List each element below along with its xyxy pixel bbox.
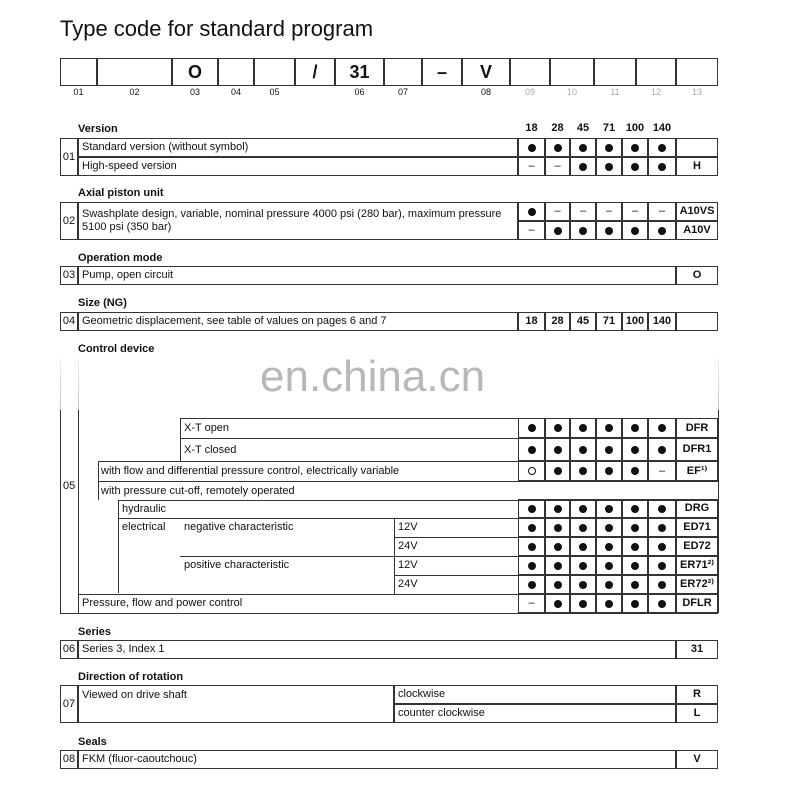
section-number: 04 (60, 312, 78, 331)
code-box (510, 58, 550, 86)
mark-cell (570, 556, 596, 575)
mark-cell (596, 438, 622, 461)
filled-dot-icon (528, 505, 536, 513)
code-cell: ER72²⁾ (676, 575, 718, 594)
code-position-number: 07 (397, 87, 408, 97)
mark-cell (596, 418, 622, 438)
mark-cell (570, 438, 596, 461)
page-title: Type code for standard program (60, 16, 374, 41)
mark-cell (622, 556, 648, 575)
counter-clockwise-label: counter clockwise (394, 704, 676, 723)
code-cell: A10VS (676, 202, 718, 221)
mark-cell: – (648, 202, 676, 221)
filled-dot-icon (631, 163, 639, 171)
filled-dot-icon (579, 562, 587, 570)
watermark: en.china.cn (260, 352, 486, 401)
mark-cell (622, 594, 648, 613)
operation-label: Pump, open circuit (78, 266, 676, 285)
mark-cell (545, 556, 570, 575)
mark-cell (622, 575, 648, 594)
filled-dot-icon (631, 581, 639, 589)
pos-24v: 24V (398, 578, 418, 590)
filled-dot-icon (631, 424, 639, 432)
code-box (218, 58, 254, 86)
code-box: – (422, 58, 462, 86)
mark-cell (596, 537, 622, 556)
neg-24v: 24V (398, 540, 418, 552)
mark-cell (518, 418, 545, 438)
mark-cell (622, 418, 648, 438)
mark-cell: – (518, 594, 545, 613)
filled-dot-icon (579, 163, 587, 171)
code-position-number: 13 (691, 87, 702, 97)
mark-cell (518, 138, 545, 157)
section-number: 07 (60, 685, 78, 723)
xt-closed-label: X-T closed (184, 444, 237, 456)
filled-dot-icon (605, 227, 613, 235)
mark-cell (545, 221, 570, 240)
filled-dot-icon (658, 562, 666, 570)
counter-clockwise-code: L (676, 704, 718, 723)
code-cell: DFR1 (676, 438, 718, 461)
code-position-number: 11 (610, 87, 620, 97)
series-label: Series 3, Index 1 (78, 640, 676, 659)
code-position-number: 08 (480, 87, 491, 97)
mark-cell: – (622, 202, 648, 221)
code-cell (676, 138, 718, 157)
mark-cell (648, 157, 676, 176)
section-number: 06 (60, 640, 78, 659)
filled-dot-icon (528, 524, 536, 532)
mark-cell (518, 575, 545, 594)
section-number: 03 (60, 266, 78, 285)
filled-dot-icon (579, 446, 587, 454)
mark-cell (648, 518, 676, 537)
filled-dot-icon (554, 144, 562, 152)
size-column-label: 28 (551, 122, 564, 134)
mark-cell (570, 138, 596, 157)
filled-dot-icon (631, 524, 639, 532)
size-column-label: 45 (576, 122, 590, 134)
filled-dot-icon (554, 467, 562, 475)
mark-cell (648, 138, 676, 157)
filled-dot-icon (579, 424, 587, 432)
mark-cell (596, 461, 622, 481)
control-heading: Control device (78, 343, 155, 355)
code-box (636, 58, 676, 86)
mark-cell (545, 461, 570, 481)
mark-cell (570, 461, 596, 481)
size-value-cell: 140 (648, 312, 676, 331)
code-position-number: 10 (566, 87, 577, 97)
rotation-heading: Direction of rotation (78, 671, 184, 683)
mark-cell (648, 537, 676, 556)
mark-cell (596, 594, 622, 613)
code-cell: ED72 (676, 537, 718, 556)
neg-12v: 12V (398, 521, 418, 533)
mark-cell (622, 221, 648, 240)
code-position-number: 06 (354, 87, 365, 97)
filled-dot-icon (579, 144, 587, 152)
size-heading: Size (NG) (78, 297, 127, 309)
code-position-number: 02 (129, 87, 140, 97)
filled-dot-icon (579, 227, 587, 235)
filled-dot-icon (579, 467, 587, 475)
section-number: 01 (60, 138, 78, 176)
filled-dot-icon (605, 505, 613, 513)
mark-cell (545, 499, 570, 518)
filled-dot-icon (528, 446, 536, 454)
mark-cell (596, 221, 622, 240)
mark-cell: – (648, 461, 676, 481)
filled-dot-icon (631, 467, 639, 475)
version-highspeed-label: High-speed version (78, 157, 518, 176)
filled-dot-icon (554, 600, 562, 608)
mark-cell (596, 138, 622, 157)
code-box: 31 (335, 58, 384, 86)
mark-cell (570, 594, 596, 613)
mark-cell (545, 138, 570, 157)
mark-cell (570, 575, 596, 594)
code-box (594, 58, 636, 86)
open-circle-icon (528, 467, 536, 475)
filled-dot-icon (554, 524, 562, 532)
mark-cell (570, 418, 596, 438)
operation-code: O (676, 266, 718, 285)
mark-cell (648, 594, 676, 613)
series-code: 31 (676, 640, 718, 659)
size-value-cell: 18 (518, 312, 545, 331)
mark-cell: – (570, 202, 596, 221)
code-position-number: 03 (189, 87, 200, 97)
mark-cell (545, 575, 570, 594)
filled-dot-icon (579, 543, 587, 551)
mark-cell (518, 537, 545, 556)
pfp-label: Pressure, flow and power control (82, 597, 243, 609)
mark-cell: – (518, 221, 545, 240)
size-column-label: 140 (652, 122, 672, 134)
size-empty-cell (676, 312, 718, 331)
seals-heading: Seals (78, 736, 107, 748)
clockwise-label: clockwise (394, 685, 676, 704)
filled-dot-icon (579, 524, 587, 532)
mark-cell (570, 157, 596, 176)
filled-dot-icon (528, 208, 536, 216)
filled-dot-icon (528, 543, 536, 551)
code-cell: H (676, 157, 718, 176)
size-column-label: 100 (625, 122, 645, 134)
mark-cell (622, 461, 648, 481)
mark-cell (622, 438, 648, 461)
code-box (676, 58, 718, 86)
mark-cell (622, 138, 648, 157)
mark-cell (596, 518, 622, 537)
code-cell: DFLR (676, 594, 718, 613)
filled-dot-icon (605, 424, 613, 432)
code-cell: ED71 (676, 518, 718, 537)
filled-dot-icon (631, 505, 639, 513)
size-column-label: 71 (602, 122, 616, 134)
filled-dot-icon (554, 227, 562, 235)
size-value-cell: 71 (596, 312, 622, 331)
section-number: 08 (60, 750, 78, 769)
version-heading: Version (78, 123, 118, 135)
code-position-number: 01 (73, 87, 84, 97)
filled-dot-icon (631, 562, 639, 570)
code-box (97, 58, 172, 86)
filled-dot-icon (658, 163, 666, 171)
code-box (254, 58, 295, 86)
mark-cell: – (545, 157, 570, 176)
filled-dot-icon (554, 581, 562, 589)
filled-dot-icon (554, 543, 562, 551)
cutoff-label: with pressure cut-off, remotely operated (101, 485, 295, 497)
filled-dot-icon (579, 600, 587, 608)
code-position-number: 05 (269, 87, 280, 97)
filled-dot-icon (658, 424, 666, 432)
code-box: V (462, 58, 510, 86)
mark-cell (648, 221, 676, 240)
section-number: 05 (63, 480, 76, 492)
filled-dot-icon (605, 600, 613, 608)
filled-dot-icon (605, 144, 613, 152)
filled-dot-icon (579, 505, 587, 513)
operation-heading: Operation mode (78, 252, 163, 264)
mark-cell: – (545, 202, 570, 221)
mark-cell (545, 594, 570, 613)
positive-char-label: positive characteristic (184, 559, 290, 571)
filled-dot-icon (658, 505, 666, 513)
mark-cell (518, 518, 545, 537)
version-standard-label: Standard version (without symbol) (78, 138, 518, 157)
filled-dot-icon (658, 446, 666, 454)
filled-dot-icon (658, 581, 666, 589)
code-position-number: 12 (650, 87, 661, 97)
code-cell: EF¹⁾ (676, 461, 718, 481)
mark-cell (545, 518, 570, 537)
code-box (384, 58, 422, 86)
filled-dot-icon (554, 446, 562, 454)
axial-label: Swashplate design, variable, nominal pressure 4000 psi (280 bar), maximum pressure 5100 psi (350 bar) (78, 202, 518, 240)
filled-dot-icon (579, 581, 587, 589)
filled-dot-icon (605, 543, 613, 551)
filled-dot-icon (605, 524, 613, 532)
mark-cell (570, 499, 596, 518)
xt-open-label: X-T open (184, 422, 230, 434)
seals-label: FKM (fluor-caoutchouc) (78, 750, 676, 769)
axial-heading: Axial piston unit (78, 187, 164, 199)
mark-cell (648, 499, 676, 518)
mark-cell (648, 556, 676, 575)
code-box (60, 58, 97, 86)
mark-cell (570, 221, 596, 240)
clockwise-code: R (676, 685, 718, 704)
size-label: Geometric displacement, see table of values on pages 6 and 7 (78, 312, 518, 331)
seals-code: V (676, 750, 718, 769)
pos-12v: 12V (398, 559, 418, 571)
mark-cell (596, 157, 622, 176)
filled-dot-icon (658, 144, 666, 152)
code-cell: A10V (676, 221, 718, 240)
mark-cell (622, 518, 648, 537)
mark-cell (545, 537, 570, 556)
code-box (550, 58, 594, 86)
flow-diff-label: with flow and differential pressure control, electrically variable (101, 465, 400, 477)
filled-dot-icon (554, 505, 562, 513)
size-column-label: 18 (525, 122, 538, 134)
mark-cell (518, 461, 545, 481)
mark-cell (596, 556, 622, 575)
filled-dot-icon (658, 524, 666, 532)
mark-cell (570, 518, 596, 537)
mark-cell (545, 418, 570, 438)
series-heading: Series (78, 626, 112, 638)
filled-dot-icon (528, 581, 536, 589)
mark-cell: – (518, 157, 545, 176)
filled-dot-icon (605, 467, 613, 475)
filled-dot-icon (605, 163, 613, 171)
mark-cell (545, 438, 570, 461)
mark-cell (622, 499, 648, 518)
rotation-label: Viewed on drive shaft (78, 685, 394, 723)
size-value-cell: 45 (570, 312, 596, 331)
mark-cell (648, 418, 676, 438)
code-position-number: 09 (524, 87, 535, 97)
code-box: / (295, 58, 335, 86)
code-cell: ER71²⁾ (676, 556, 718, 575)
mark-cell (622, 537, 648, 556)
mark-cell (518, 499, 545, 518)
filled-dot-icon (605, 446, 613, 454)
negative-char-label: negative characteristic (184, 521, 294, 533)
mark-cell (518, 556, 545, 575)
filled-dot-icon (631, 446, 639, 454)
hydraulic-label: hydraulic (122, 503, 167, 515)
mark-cell (648, 575, 676, 594)
filled-dot-icon (631, 600, 639, 608)
filled-dot-icon (631, 543, 639, 551)
filled-dot-icon (631, 227, 639, 235)
mark-cell (596, 499, 622, 518)
filled-dot-icon (658, 543, 666, 551)
code-cell: DFR (676, 418, 718, 438)
size-value-cell: 100 (622, 312, 648, 331)
filled-dot-icon (528, 424, 536, 432)
filled-dot-icon (554, 562, 562, 570)
mark-cell (622, 157, 648, 176)
code-position-number: 04 (230, 87, 241, 97)
filled-dot-icon (528, 144, 536, 152)
mark-cell (518, 438, 545, 461)
code-cell: DRG (676, 499, 718, 518)
code-box: O (172, 58, 218, 86)
mark-cell (596, 575, 622, 594)
section-number: 02 (60, 202, 78, 240)
filled-dot-icon (658, 227, 666, 235)
size-value-cell: 28 (545, 312, 570, 331)
filled-dot-icon (658, 600, 666, 608)
filled-dot-icon (605, 562, 613, 570)
electrical-label: electrical (122, 521, 166, 533)
filled-dot-icon (605, 581, 613, 589)
mark-cell: – (596, 202, 622, 221)
filled-dot-icon (554, 424, 562, 432)
filled-dot-icon (528, 562, 536, 570)
mark-cell (648, 438, 676, 461)
mark-cell (518, 202, 545, 221)
mark-cell (570, 537, 596, 556)
filled-dot-icon (631, 144, 639, 152)
